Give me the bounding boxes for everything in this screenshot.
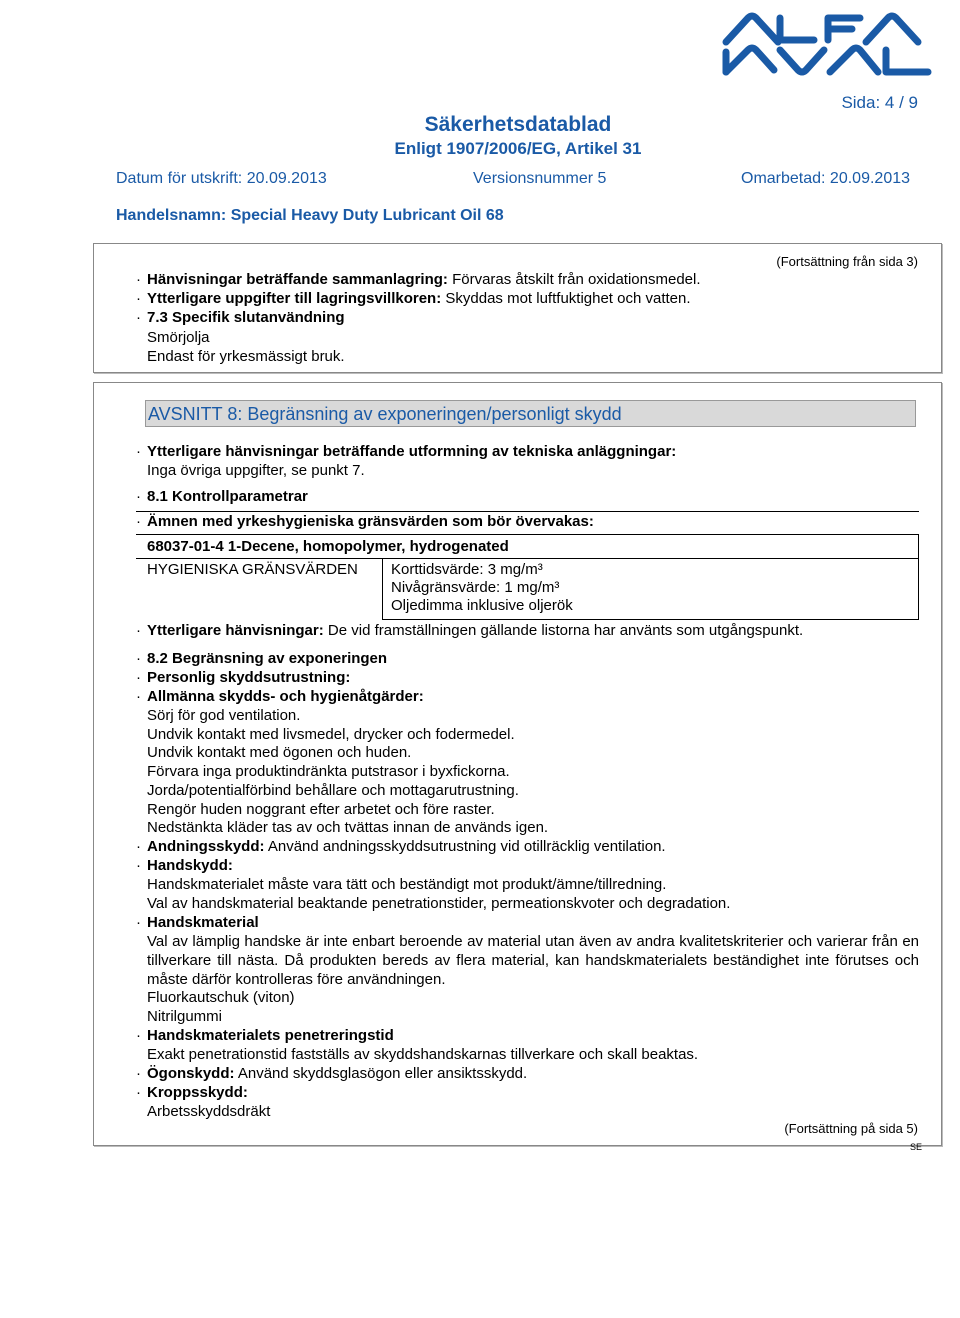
language-code: SE [910,1142,923,1152]
substances-label: Ämnen med yrkeshygieniska gränsvärden som bör övervakas: [147,513,594,530]
continued-from: (Fortsättning från sida 3) [776,254,918,269]
page-number: Sida: 4 / 9 [841,93,918,112]
exposure-heading: 8.2 Begränsning av exponeringen [147,650,388,667]
print-date: Datum för utskrift: 20.09.2013 [116,170,327,187]
hand-protection-text: Handskmaterialet måste vara tätt och beständigt mot produkt/ämne/tillredning. [147,876,667,893]
list-item: Nedstänkta kläder tas av och tvättas innan de används igen. [147,819,549,836]
limit-value: Korttidsvärde: 3 mg/m³ [391,561,543,578]
limits-label: HYGIENISKA GRÄNSVÄRDEN [147,561,358,578]
alfa-laval-logo [718,8,936,78]
list-item: Undvik kontakt med livsmedel, drycker och fodermedel. [147,726,515,743]
list-item: Rengör huden noggrant efter arbetet och före raster. [147,801,495,818]
eye-protection: Ögonskydd: Använd skyddsglasögon eller ansiktsskydd. [147,1065,528,1082]
list-item: Sörj för god ventilation. [147,707,301,724]
continued-on: (Fortsättning på sida 5) [784,1121,918,1136]
glove-material-heading: Handskmaterial [147,914,259,931]
limit-value: Oljedimma inklusive oljerök [391,597,573,614]
glove-material-text: Val av lämplig handske är inte enbart beroende av material utan även av andra kvalitetskriterier och varierar från en tillverkare till nästa. Då produkten bereds av flera material, kan handskmaterialets beständighet inte förutses och måste därför kontrolleras före användningen. [147,933,919,988]
trade-name: Handelsnamn: Special Heavy Duty Lubricant Oil 68 [116,207,504,224]
hygiene-heading: Allmänna skydds- och hygienåtgärder: [147,688,424,705]
body-protection-text: Arbetsskyddsdräkt [147,1103,271,1120]
further-notes: Ytterligare hänvisningar: De vid framställningen gällande listorna har använts som utgångspunkt. [147,622,804,639]
list-item: Förvara inga produktindränkta putstrasor i byxfickorna. [147,763,510,780]
hand-protection-heading: Handskydd: [147,857,233,874]
hand-protection-text: Val av handskmaterial beaktande penetrationstider, permeationskvoter och degradation. [147,895,731,912]
penetration-heading: Handskmaterialets penetreringstid [147,1027,394,1044]
body-protection-heading: Kroppsskydd: [147,1084,248,1101]
list-item: Jorda/potentialförbind behållare och mottagarutrustning. [147,782,519,799]
specific-use-heading: 7.3 Specifik slutanvändning [147,309,345,326]
substance-name: 68037-01-4 1-Decene, homopolymer, hydrogenated [147,538,509,555]
glove-option: Fluorkautschuk (viton) [147,989,295,1006]
document-subtitle: Enligt 1907/2006/EG, Artikel 31 [394,139,642,158]
specific-use-line: Endast för yrkesmässigt bruk. [147,348,345,365]
control-params-heading: 8.1 Kontrollparametrar [147,488,308,505]
respiratory-protection: Andningsskydd: Använd andningsskyddsutrustning vid otillräcklig ventilation. [147,838,666,855]
tech-measures-label: Ytterligare hänvisningar beträffande utformning av tekniska anläggningar: [147,443,677,460]
revision-date: Omarbetad: 20.09.2013 [741,170,911,187]
specific-use-line: Smörjolja [147,329,210,346]
list-item: Undvik kontakt med ögonen och huden. [147,744,412,761]
glove-option: Nitrilgummi [147,1008,222,1025]
tech-measures-value: Inga övriga uppgifter, se punkt 7. [147,462,365,479]
storage-extra: Ytterligare uppgifter till lagringsvillkoren: Skyddas mot luftfuktighet och vatten. [147,290,691,307]
ppe-heading: Personlig skyddsutrustning: [147,669,351,686]
version-number: Versionsnummer 5 [473,170,607,187]
storage-note: Hänvisningar beträffande sammanlagring: Förvaras åtskilt från oxidationsmedel. [147,271,701,288]
document-title: Säkerhetsdatablad [424,113,612,136]
limit-value: Nivågränsvärde: 1 mg/m³ [391,579,560,596]
section8-heading: AVSNITT 8: Begränsning av exponeringen/personligt skydd [145,400,916,427]
penetration-text: Exakt penetrationstid fastställs av skyddshandskarnas tillverkare och skall beaktas. [147,1046,699,1063]
